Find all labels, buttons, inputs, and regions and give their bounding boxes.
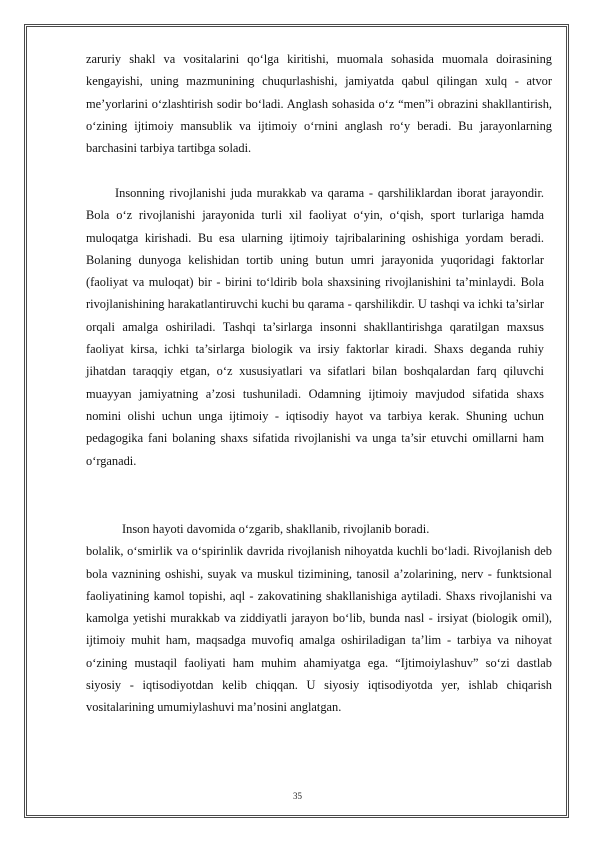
paragraph-block-2 xyxy=(86,182,544,472)
paragraph-2: Insonning rivojlanishi juda murakkab va qarama - qarshiliklardan iborat jarayondir. Bola o‘z rivojlanishi jarayonida turli xil faoliyat o‘yin, o‘qish, sport turlariga hamda muloqatga kirishadi. Bu esa ularning ijtimoiy tajribalarining oshishiga yordam beradi. Bolaning dunyoga kelishidan tortib uning butun umri jarayonida yuqoridagi faktorlar (faoliyat va muloqat) bir - birini to‘ldirib bola shaxsining rivojlanishini ta’minlaydi. Bola rivojlanishining harakatlantiruvchi kuchi bu qarama - qarshilikdir. U tashqi va ichki ta’sirlar orqali amalga oshiriladi. Tashqi ta’sirlarga insonni shakllantirishga qaratilgan maxsus faoliyat kirsa, ichki ta’sirlarga biologik va irsiy faktorlar kiradi. Shaxs deganda ruhiy jihatdan taraqqiy etgan, o‘z xususiyatlari va sifatlari bilan boshqalardan farq qiluvchi muayyan jamiyatning a’zosi tushuniladi. Odamning ijtimoiy mavjudod sifatida shaxs nomini olishi uchun unga ijtimoiy - iqtisodiy hayot va tarbiya kerak. Shuning uchun pedagogika fani bolaning shaxs sifatida rivojlanishi va unga ta’sir etuvchi omillarni ham o‘rganadi. xyxy=(86,186,544,468)
paragraph-block-1 xyxy=(86,48,552,159)
paragraph-1: zaruriy shakl va vositalarini qo‘lga kiritishi, muomala sohasida muomala doirasining kengayishi, uning mazmunining chuqurlashishi, jamiyatda qabul qilingan xulq - atvor me’yorlarini o‘zlashtirish sodir bo‘ladi. Anglash sohasida o‘z “men”i obrazini shakllantirish, o‘zining ijtimoiy mansublik va ijtimoiy o‘rnini anglash ro‘y beradi. Bu jarayonlarning barchasini tarbiya tartibga soladi. xyxy=(86,52,552,156)
page-number: 35 xyxy=(293,791,302,801)
paragraph-3-body: bolalik, o‘smirlik va o‘spirinlik davrida rivojlanish nihoyatda kuchli bo‘ladi. Rivojlanish deb bola vaznining oshishi, suyak va muskul tizimining, tanosil a’zolarining, nerv - funktsional faoliyatining kamol topishi, aql - zakovatining shakllanishiga aytiladi. Shaxs rivojlanishi va kamolga yetishi murakkab va ziddiyatli jarayon bo‘lib, bunda nasl - irsiyat (biologik omil), ijtimoiy muhit ham, maqsadga muvofiq amalga oshiriladigan ta’lim - tarbiya va nihoyat o‘zining mustaqil faoliyati ham muhim ahamiyatga ega. “Ijtimoiylashuv” so‘zi dastlab siyosiy - iqtisodiyotdan kelib chiqqan. U siyosiy iqtisodiyotda yer, ishlab chiqarish vositalarining umumiylashuvi ma’nosini anglatgan. xyxy=(86,544,552,715)
paragraph-3-lead: Inson hayoti davomida o‘zgarib, shakllanib, rivojlanib boradi. xyxy=(122,522,430,536)
paragraph-block-3 xyxy=(86,518,552,719)
